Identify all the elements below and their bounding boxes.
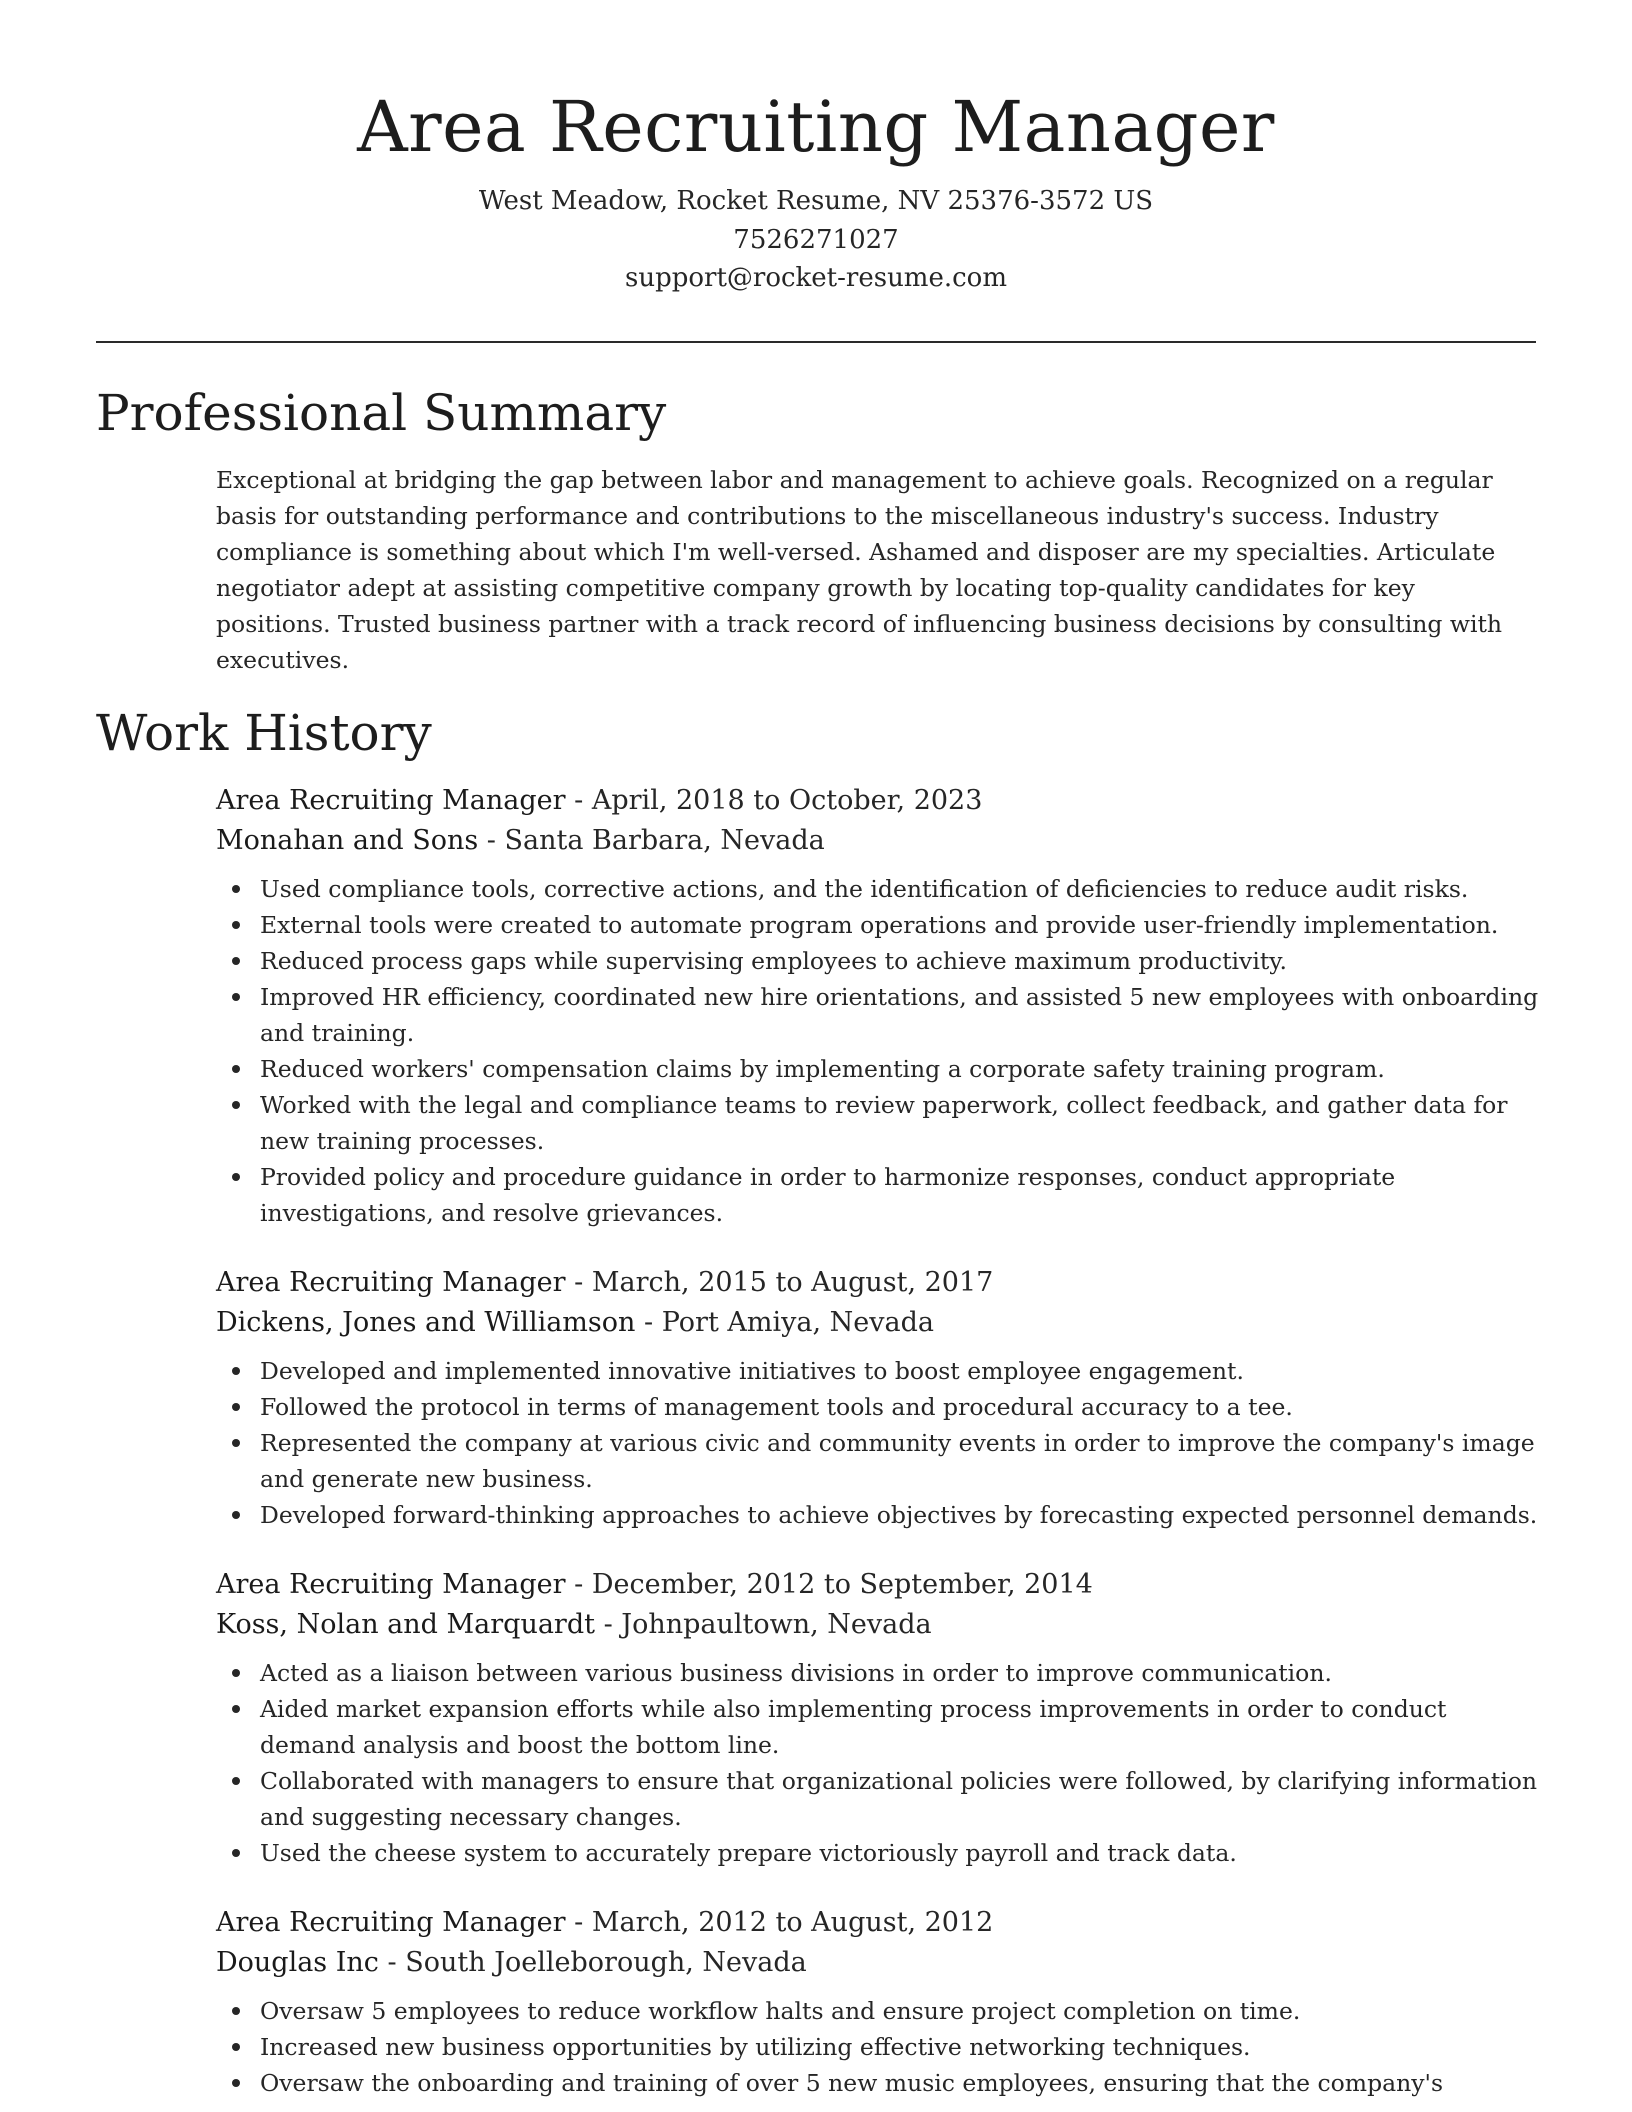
- job-bullet: Acted as a liaison between various business divisions in order to improve communication.: [260, 1655, 1546, 1691]
- job-company-line: [216, 1605, 1546, 1645]
- job-bullet: Reduced workers' compensation claims by implementing a corporate safety training program.: [260, 1051, 1546, 1087]
- job-title-line: [216, 1263, 1546, 1303]
- job-company: Douglas Inc: [216, 1947, 379, 1978]
- job-dates: - March, 2012 to August, 2012: [565, 1907, 994, 1938]
- job-bullet: Reduced process gaps while supervising employees to achieve maximum productivity.: [260, 943, 1546, 979]
- job-title: Area Recruiting Manager: [216, 785, 566, 816]
- contact-info: [0, 182, 1632, 298]
- job-location: - Port Amiya, Nevada: [635, 1307, 934, 1338]
- job-location: - Johnpaultown, Nevada: [594, 1609, 932, 1640]
- job-location: - Santa Barbara, Nevada: [478, 825, 825, 856]
- job-bullet: Aided market expansion efforts while also implementing process improvements in order to conduct demand analysis and boost the bottom line.: [260, 1691, 1546, 1763]
- job-bullet: Developed forward-thinking approaches to achieve objectives by forecasting expected personnel demands.: [260, 1497, 1546, 1533]
- contact-address: West Meadow, Rocket Resume, NV 25376-3572 US: [478, 186, 1154, 216]
- job-bullet: Improved HR efficiency, coordinated new hire orientations, and assisted 5 new employees with onboarding and training.: [260, 979, 1546, 1051]
- job-entry: [216, 1263, 1546, 1533]
- job-bullets: [216, 1655, 1546, 1871]
- job-bullets: [216, 1353, 1546, 1533]
- job-bullet: Provided policy and procedure guidance in order to harmonize responses, conduct appropriate investigations, and resolve grievances.: [260, 1159, 1546, 1231]
- contact-phone: 7526271027: [733, 224, 899, 255]
- job-dates: - March, 2015 to August, 2017: [565, 1267, 994, 1298]
- job-title-line: [216, 1903, 1546, 1943]
- job-title: Area Recruiting Manager: [216, 1569, 566, 1600]
- job-company: Dickens, Jones and Williamson: [216, 1307, 636, 1338]
- job-bullets: [216, 1993, 1546, 2101]
- job-location: - South Joelleborough, Nevada: [378, 1947, 807, 1978]
- job-bullet: Developed and implemented innovative initiatives to boost employee engagement.: [260, 1353, 1546, 1389]
- job-entry: [216, 781, 1546, 1231]
- summary-text: Exceptional at bridging the gap between labor and management to achieve goals. Recognized on a regular basis for outstanding performance and contributions to the miscellaneous industry's success. Industry compliance is something about which I'm well-versed. Ashamed and disposer are my specialties. Articulate negotiator adept at assisting competitive company growth by locating top-quality candidates for key positions. Trusted business partner with a track record of influencing business decisions by consulting with executives.: [216, 466, 1503, 674]
- job-title: Area Recruiting Manager: [216, 1907, 566, 1938]
- job-bullet: External tools were created to automate program operations and provide user-friendly implementation.: [260, 907, 1546, 943]
- job-bullet: Increased new business opportunities by utilizing effective networking techniques.: [260, 2029, 1546, 2065]
- candidate-name: Area Recruiting Manager: [357, 86, 1275, 168]
- job-dates: - December, 2012 to September, 2014: [565, 1569, 1093, 1600]
- job-company: Koss, Nolan and Marquardt: [216, 1609, 595, 1640]
- header-divider: [96, 341, 1536, 343]
- job-bullet: Oversaw the onboarding and training of over 5 new music employees, ensuring that the company's: [260, 2065, 1546, 2101]
- job-bullet: Worked with the legal and compliance teams to review paperwork, collect feedback, and gather data for new training processes.: [260, 1087, 1546, 1159]
- job-entry: [216, 1903, 1546, 2101]
- job-dates: - April, 2018 to October, 2023: [565, 785, 983, 816]
- job-title-line: [216, 781, 1546, 821]
- job-title-line: [216, 1565, 1546, 1605]
- job-bullet: Followed the protocol in terms of management tools and procedural accuracy to a tee.: [260, 1389, 1546, 1425]
- resume-header: [0, 82, 1632, 298]
- summary-heading: Professional Summary: [96, 384, 667, 442]
- job-bullet: Oversaw 5 employees to reduce workflow halts and ensure project completion on time.: [260, 1993, 1546, 2029]
- job-entry: [216, 1565, 1546, 1871]
- job-bullet: Represented the company at various civic and community events in order to improve the company's image and generate new business.: [260, 1425, 1546, 1497]
- job-title: Area Recruiting Manager: [216, 1267, 566, 1298]
- job-company-line: [216, 821, 1546, 861]
- contact-email: support@rocket-resume.com: [624, 263, 1007, 293]
- work-history-heading: Work History: [96, 704, 432, 762]
- job-company: Monahan and Sons: [216, 825, 479, 856]
- job-company-line: [216, 1943, 1546, 1983]
- job-bullet: Used the cheese system to accurately prepare victoriously payroll and track data.: [260, 1835, 1546, 1871]
- job-bullet: Collaborated with managers to ensure that organizational policies were followed, by clarifying information and suggesting necessary changes.: [260, 1763, 1546, 1835]
- job-company-line: [216, 1303, 1546, 1343]
- job-bullets: [216, 871, 1546, 1231]
- job-bullet: Used compliance tools, corrective actions, and the identification of deficiencies to reduce audit risks.: [260, 871, 1546, 907]
- job-list: [216, 781, 1546, 2101]
